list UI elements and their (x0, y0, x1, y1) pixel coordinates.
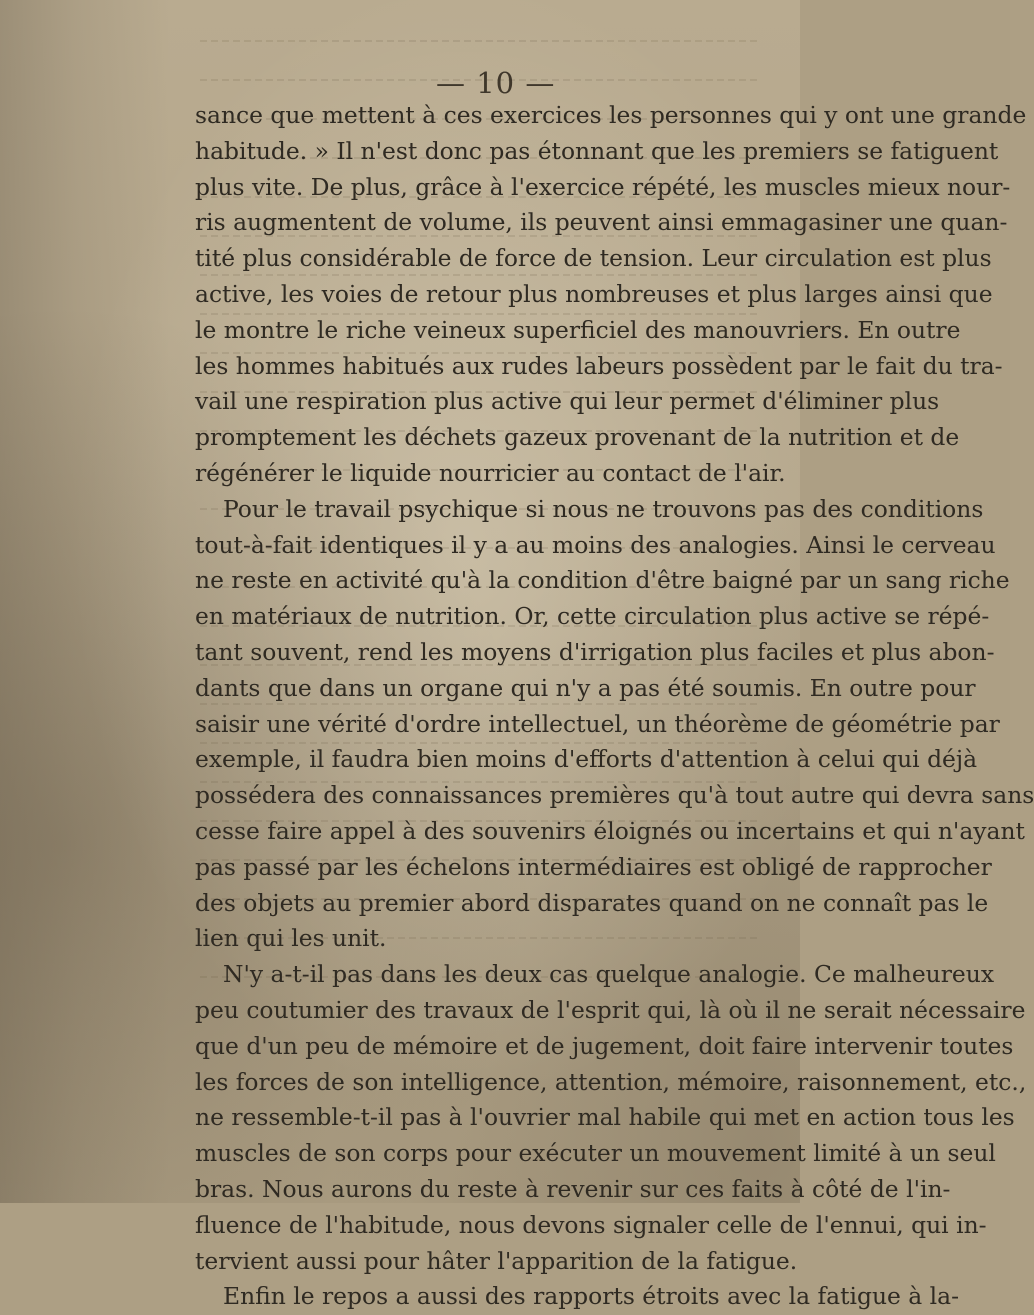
text-line: pas passé par les échelons intermédiaires est obligé de rapprocher (195, 852, 992, 881)
text-line: fluence de l'habitude, nous devons signaler celle de l'ennui, qui in- (195, 1210, 987, 1239)
text-line: des objets au premier abord disparates quand on ne connaît pas le (195, 888, 989, 917)
page-number: — 10 — (436, 66, 556, 100)
text-line: peu coutumier des travaux de l'esprit qui, là où il ne serait nécessaire (195, 995, 1026, 1024)
text-line: les hommes habitués aux rudes labeurs possèdent par le fait du tra- (195, 351, 1003, 380)
text-line: active, les voies de retour plus nombreuses et plus larges ainsi que (195, 279, 993, 308)
text-line: promptement les déchets gazeux provenant de la nutrition et de (195, 423, 960, 452)
text-line: bras. Nous aurons du reste à revenir sur ces faits à côté de l'in- (195, 1174, 951, 1203)
text-line: cesse faire appel à des souvenirs éloignés ou incertains et qui n'ayant (195, 816, 1025, 845)
text-line: sance que mettent à ces exercices les personnes qui y ont une grande (195, 101, 1027, 129)
text-line: dants que dans un organe qui n'y a pas été soumis. En outre pour (195, 673, 976, 702)
text-line: que d'un peu de mémoire et de jugement, doit faire intervenir toutes (195, 1031, 1014, 1060)
text-line: les forces de son intelligence, attention, mémoire, raisonnement, etc., (195, 1067, 1027, 1096)
text-line: ne ressemble-t-il pas à l'ouvrier mal habile qui met en action tous les (195, 1103, 1015, 1132)
paragraph-end-line: régénérer le liquide nourricier au contact de l'air. (195, 458, 786, 487)
text-line: tant souvent, rend les moyens d'irrigation plus faciles et plus abon- (195, 637, 995, 666)
text-line: tité plus considérable de force de tension. Leur circulation est plus (195, 244, 992, 273)
text-line: ris augmentent de volume, ils peuvent ainsi emmagasiner une quan- (195, 208, 1008, 237)
text-line: saisir une vérité d'ordre intellectuel, un théorème de géométrie par (195, 709, 1000, 738)
paragraph-start-line: Pour le travail psychique si nous ne trouvons pas des conditions (223, 494, 984, 523)
text-line: le montre le riche veineux superficiel des manouvriers. En outre (195, 315, 961, 344)
text-line: en matériaux de nutrition. Or, cette circulation plus active se répé- (195, 602, 990, 631)
paragraph-end-line: lien qui les unit. (195, 924, 387, 953)
text-line: exemple, il faudra bien moins d'efforts d'attention à celui qui déjà (195, 745, 978, 774)
paragraph-start-line: Enfin le repos a aussi des rapports étroits avec la fatigue à la- (223, 1282, 959, 1311)
text-line: possédera des connaissances premières qu'à tout autre qui devra sans (195, 781, 1034, 810)
text-line: habitude. » Il n'est donc pas étonnant que les premiers se fatiguent (195, 136, 999, 165)
paragraph-end-line: tervient aussi pour hâter l'apparition de la fatigue. (195, 1246, 798, 1275)
text-line: plus vite. De plus, grâce à l'exercice répété, les muscles mieux nour- (195, 172, 1011, 201)
text-line: vail une respiration plus active qui leur permet d'éliminer plus (195, 387, 940, 416)
text-line: tout-à-fait identiques il y a au moins des analogies. Ainsi le cerveau (195, 530, 996, 559)
page-body-text (195, 98, 1034, 1315)
paragraph-start-line: N'y a-t-il pas dans les deux cas quelque analogie. Ce malheureux (223, 960, 995, 989)
text-line: muscles de son corps pour exécuter un mouvement limité à un seul (195, 1139, 996, 1168)
bleed-through-line (200, 40, 760, 42)
text-line: ne reste en activité qu'à la condition d'être baigné par un sang riche (195, 566, 1010, 595)
binding-shadow (0, 0, 170, 1203)
